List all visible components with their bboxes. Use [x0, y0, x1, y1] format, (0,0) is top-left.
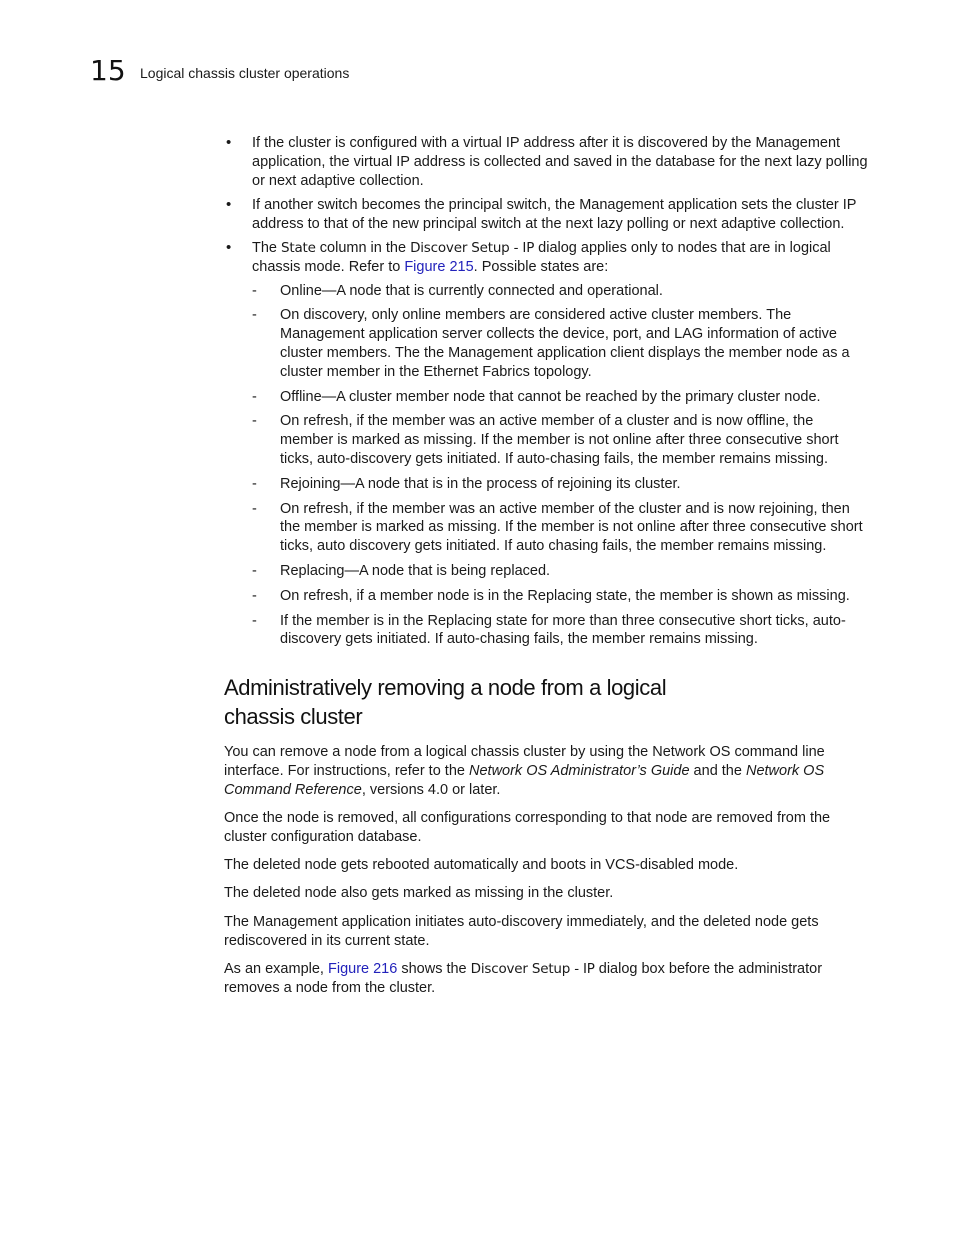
figure-216-link[interactable]: Figure 216 — [327, 960, 398, 977]
state-item: - On discovery, only online members are considered active cluster members. The Management application server collects the device, port, and LAG information of active cluster members. The the Management application client displays the member node as a cluster member in the Ethernet Fabrics topology. — [252, 306, 868, 381]
text: As an example, — [224, 960, 328, 977]
intro-paragraph — [224, 743, 868, 799]
state-list — [252, 282, 868, 650]
page-content — [224, 134, 868, 1007]
state-item: - Rejoining—A node that is in the process of rejoining its cluster. — [252, 475, 868, 494]
guide-title: Network OS Administrator’s Guide — [469, 762, 690, 779]
state-item: - Replacing—A node that is being replaced. — [252, 562, 868, 581]
bullet-item: • If the cluster is configured with a virtual IP address after it is discovered by the Management application, the virtual IP address is collected and saved in the database for the next lazy polling or next adaptive collection. — [224, 134, 868, 190]
dialog-name: Discover Setup - IP — [470, 960, 595, 977]
paragraph: The deleted node gets rebooted automatically and boots in VCS-disabled mode. — [224, 857, 739, 874]
reference-title: Network OS Command Reference — [224, 762, 825, 798]
text: column in the — [315, 239, 411, 256]
state-item: - Online—A node that is currently connected and operational. — [252, 282, 868, 301]
text: dialog box before the administrator removes a node from the cluster. — [224, 960, 823, 996]
text: The — [252, 239, 282, 256]
text: dialog applies only to nodes that are in logical chassis mode. Refer to — [252, 239, 831, 275]
section-heading: Administratively removing a node from a logical chassis cluster — [224, 675, 667, 730]
text: and the — [689, 762, 746, 779]
paragraph: The deleted node also gets marked as missing in the cluster. — [224, 885, 614, 902]
figure-215-link[interactable]: Figure 215 — [404, 258, 474, 275]
chapter-number: 15 — [90, 54, 126, 87]
paragraph: Once the node is removed, all configurations corresponding to that node are removed from the cluster configuration database. — [224, 810, 831, 845]
text: . Possible states are: — [473, 258, 609, 275]
text: , versions 4.0 or later. — [361, 781, 501, 798]
dialog-name: Discover Setup - IP — [410, 239, 535, 256]
bullet-item-state — [224, 239, 868, 649]
paragraph: The Management application initiates auto-discovery immediately, and the deleted node gets rediscovered in its current state. — [224, 913, 819, 949]
chapter-title: Logical chassis cluster operations — [140, 65, 350, 81]
state-item: - On refresh, if a member node is in the Replacing state, the member is shown as missing. — [252, 587, 868, 606]
text: shows the — [397, 960, 471, 977]
state-column-label: State — [281, 239, 316, 256]
state-item: - On refresh, if the member was an active member of the cluster and is now rejoining, then the member is marked as missing. If the member is not online after three consecutive short ticks, auto discovery gets initiated. If auto chasing fails, the member remains missing. — [252, 500, 868, 556]
state-item: - If the member is in the Replacing state for more than three consecutive short ticks, auto-discovery gets initiated. If auto-chasing fails, the member remains missing. — [252, 612, 868, 650]
example-paragraph — [224, 960, 868, 998]
bullet-item: • If another switch becomes the principal switch, the Management application sets the cluster IP address to that of the new principal switch at the next lazy polling or next adaptive collection. — [224, 196, 868, 234]
bullet-list — [224, 134, 868, 649]
state-item: - On refresh, if the member was an active member of a cluster and is now offline, the member is marked as missing. If the member is not online after three consecutive short ticks, auto-discovery gets initiated. If auto-chasing fails, the member remains missing. — [252, 412, 868, 468]
state-item: - Offline—A cluster member node that cannot be reached by the primary cluster node. — [252, 388, 868, 407]
text: You can remove a node from a logical chassis cluster by using the Network OS command line interface. For instructions, refer to the — [224, 744, 825, 779]
